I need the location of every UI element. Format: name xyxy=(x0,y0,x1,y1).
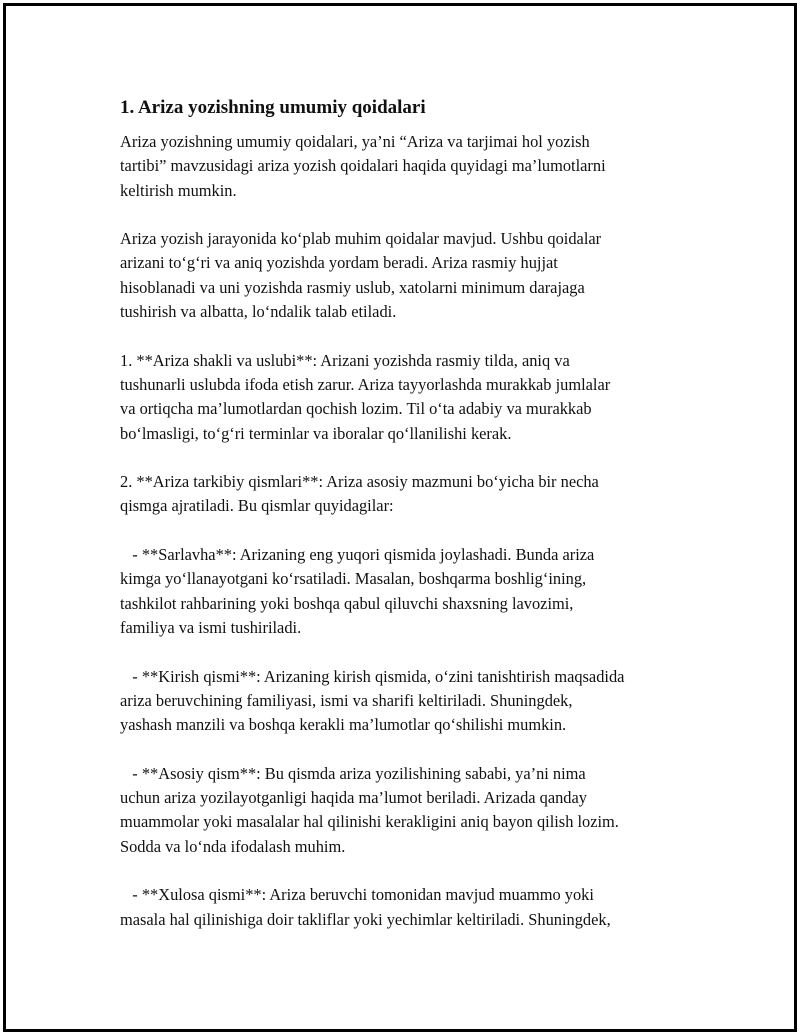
text-line: masala hal qilinishiga doir takliflar yoki yechimlar keltiriladi. Shuningdek, xyxy=(120,909,611,929)
text-line: keltirish mumkin. xyxy=(120,180,237,200)
paragraph xyxy=(120,130,700,203)
paragraph-list xyxy=(120,130,700,932)
paragraph xyxy=(120,227,700,324)
text-line: va ortiqcha ma’lumotlardan qochish lozim. Til o‘ta adabiy va murakkab xyxy=(120,399,592,419)
text-line: tashkilot rahbarining yoki boshqa qabul qiluvchi shaxsning lavozimi, xyxy=(120,593,574,613)
paragraph xyxy=(120,762,700,859)
document-page xyxy=(3,3,797,1032)
text-line: ariza beruvchining familiyasi, ismi va sharifi keltiriladi. Shuningdek, xyxy=(120,690,573,710)
paragraph-spacer xyxy=(120,324,700,348)
text-line: Ariza yozishning umumiy qoidalari, ya’ni “Ariza va tarjimai hol yozish xyxy=(120,132,590,151)
text-line: hisoblanadi va uni yozishda rasmiy uslub, xatolarni minimum darajaga xyxy=(120,277,585,297)
text-line: tushunarli uslubda ifoda etish zarur. Ariza tayyorlashda murakkab jumlalar xyxy=(120,374,611,394)
text-line: 1. **Ariza shakli va uslubi**: Arizani yozishda rasmiy tilda, aniq va xyxy=(120,350,570,370)
document-title: 1. Ariza yozishning umumiy qoidalari xyxy=(120,97,426,118)
paragraph xyxy=(120,349,700,446)
text-line: - **Asosiy qism**: Bu qismda ariza yozilishining sababi, ya’ni nima xyxy=(120,763,586,783)
text-line: tushirish va albatta, lo‘ndalik talab etiladi. xyxy=(120,302,397,322)
paragraph xyxy=(120,470,700,519)
text-line: - **Kirish qismi**: Arizaning kirish qismida, o‘zini tanishtirish maqsadida xyxy=(120,666,625,686)
paragraph xyxy=(120,665,700,738)
text-line: muammolar yoki masalalar hal qilinishi kerakligini aniq bayon qilish lozim. xyxy=(120,812,619,832)
text-line: - **Xulosa qismi**: Ariza beruvchi tomonidan mavjud muammo yoki xyxy=(120,885,594,905)
text-line: kimga yo‘llanayotgani ko‘rsatiladi. Masalan, boshqarma boshlig‘ining, xyxy=(120,569,587,589)
text-line: Sodda va lo‘nda ifodalash muhim. xyxy=(120,836,346,856)
text-line: Ariza yozish jarayonida ko‘plab muhim qoidalar mavjud. Ushbu qoidalar xyxy=(120,229,602,249)
text-line: qismga ajratiladi. Bu qismlar quyidagilar: xyxy=(120,496,394,516)
text-line: bo‘lmasligi, to‘g‘ri terminlar va iboralar qo‘llanilishi kerak. xyxy=(120,423,512,443)
text-line: yashash manzili va boshqa kerakli ma’lumotlar qo‘shilishi mumkin. xyxy=(120,715,567,735)
paragraph-spacer xyxy=(120,446,700,470)
paragraph-spacer xyxy=(120,859,700,883)
paragraph-spacer xyxy=(120,737,700,761)
text-line: tartibi” mavzusidagi ariza yozish qoidalari haqida quyidagi ma’lumotlarni xyxy=(120,156,606,176)
paragraph-spacer xyxy=(120,203,700,227)
document-body xyxy=(120,96,700,932)
paragraph-spacer xyxy=(120,519,700,543)
text-line: uchun ariza yozilayotganligi haqida ma’lumot beriladi. Arizada qanday xyxy=(120,788,587,808)
text-line: familiya va ismi tushiriladi. xyxy=(120,617,302,637)
text-line: arizani to‘g‘ri va aniq yozishda yordam beradi. Ariza rasmiy hujjat xyxy=(120,253,558,273)
paragraph-spacer xyxy=(120,640,700,664)
text-line: - **Sarlavha**: Arizaning eng yuqori qismida joylashadi. Bunda ariza xyxy=(120,545,595,565)
paragraph xyxy=(120,883,700,932)
paragraph xyxy=(120,543,700,640)
text-line: 2. **Ariza tarkibiy qismlari**: Ariza asosiy mazmuni bo‘yicha bir necha xyxy=(120,472,599,492)
